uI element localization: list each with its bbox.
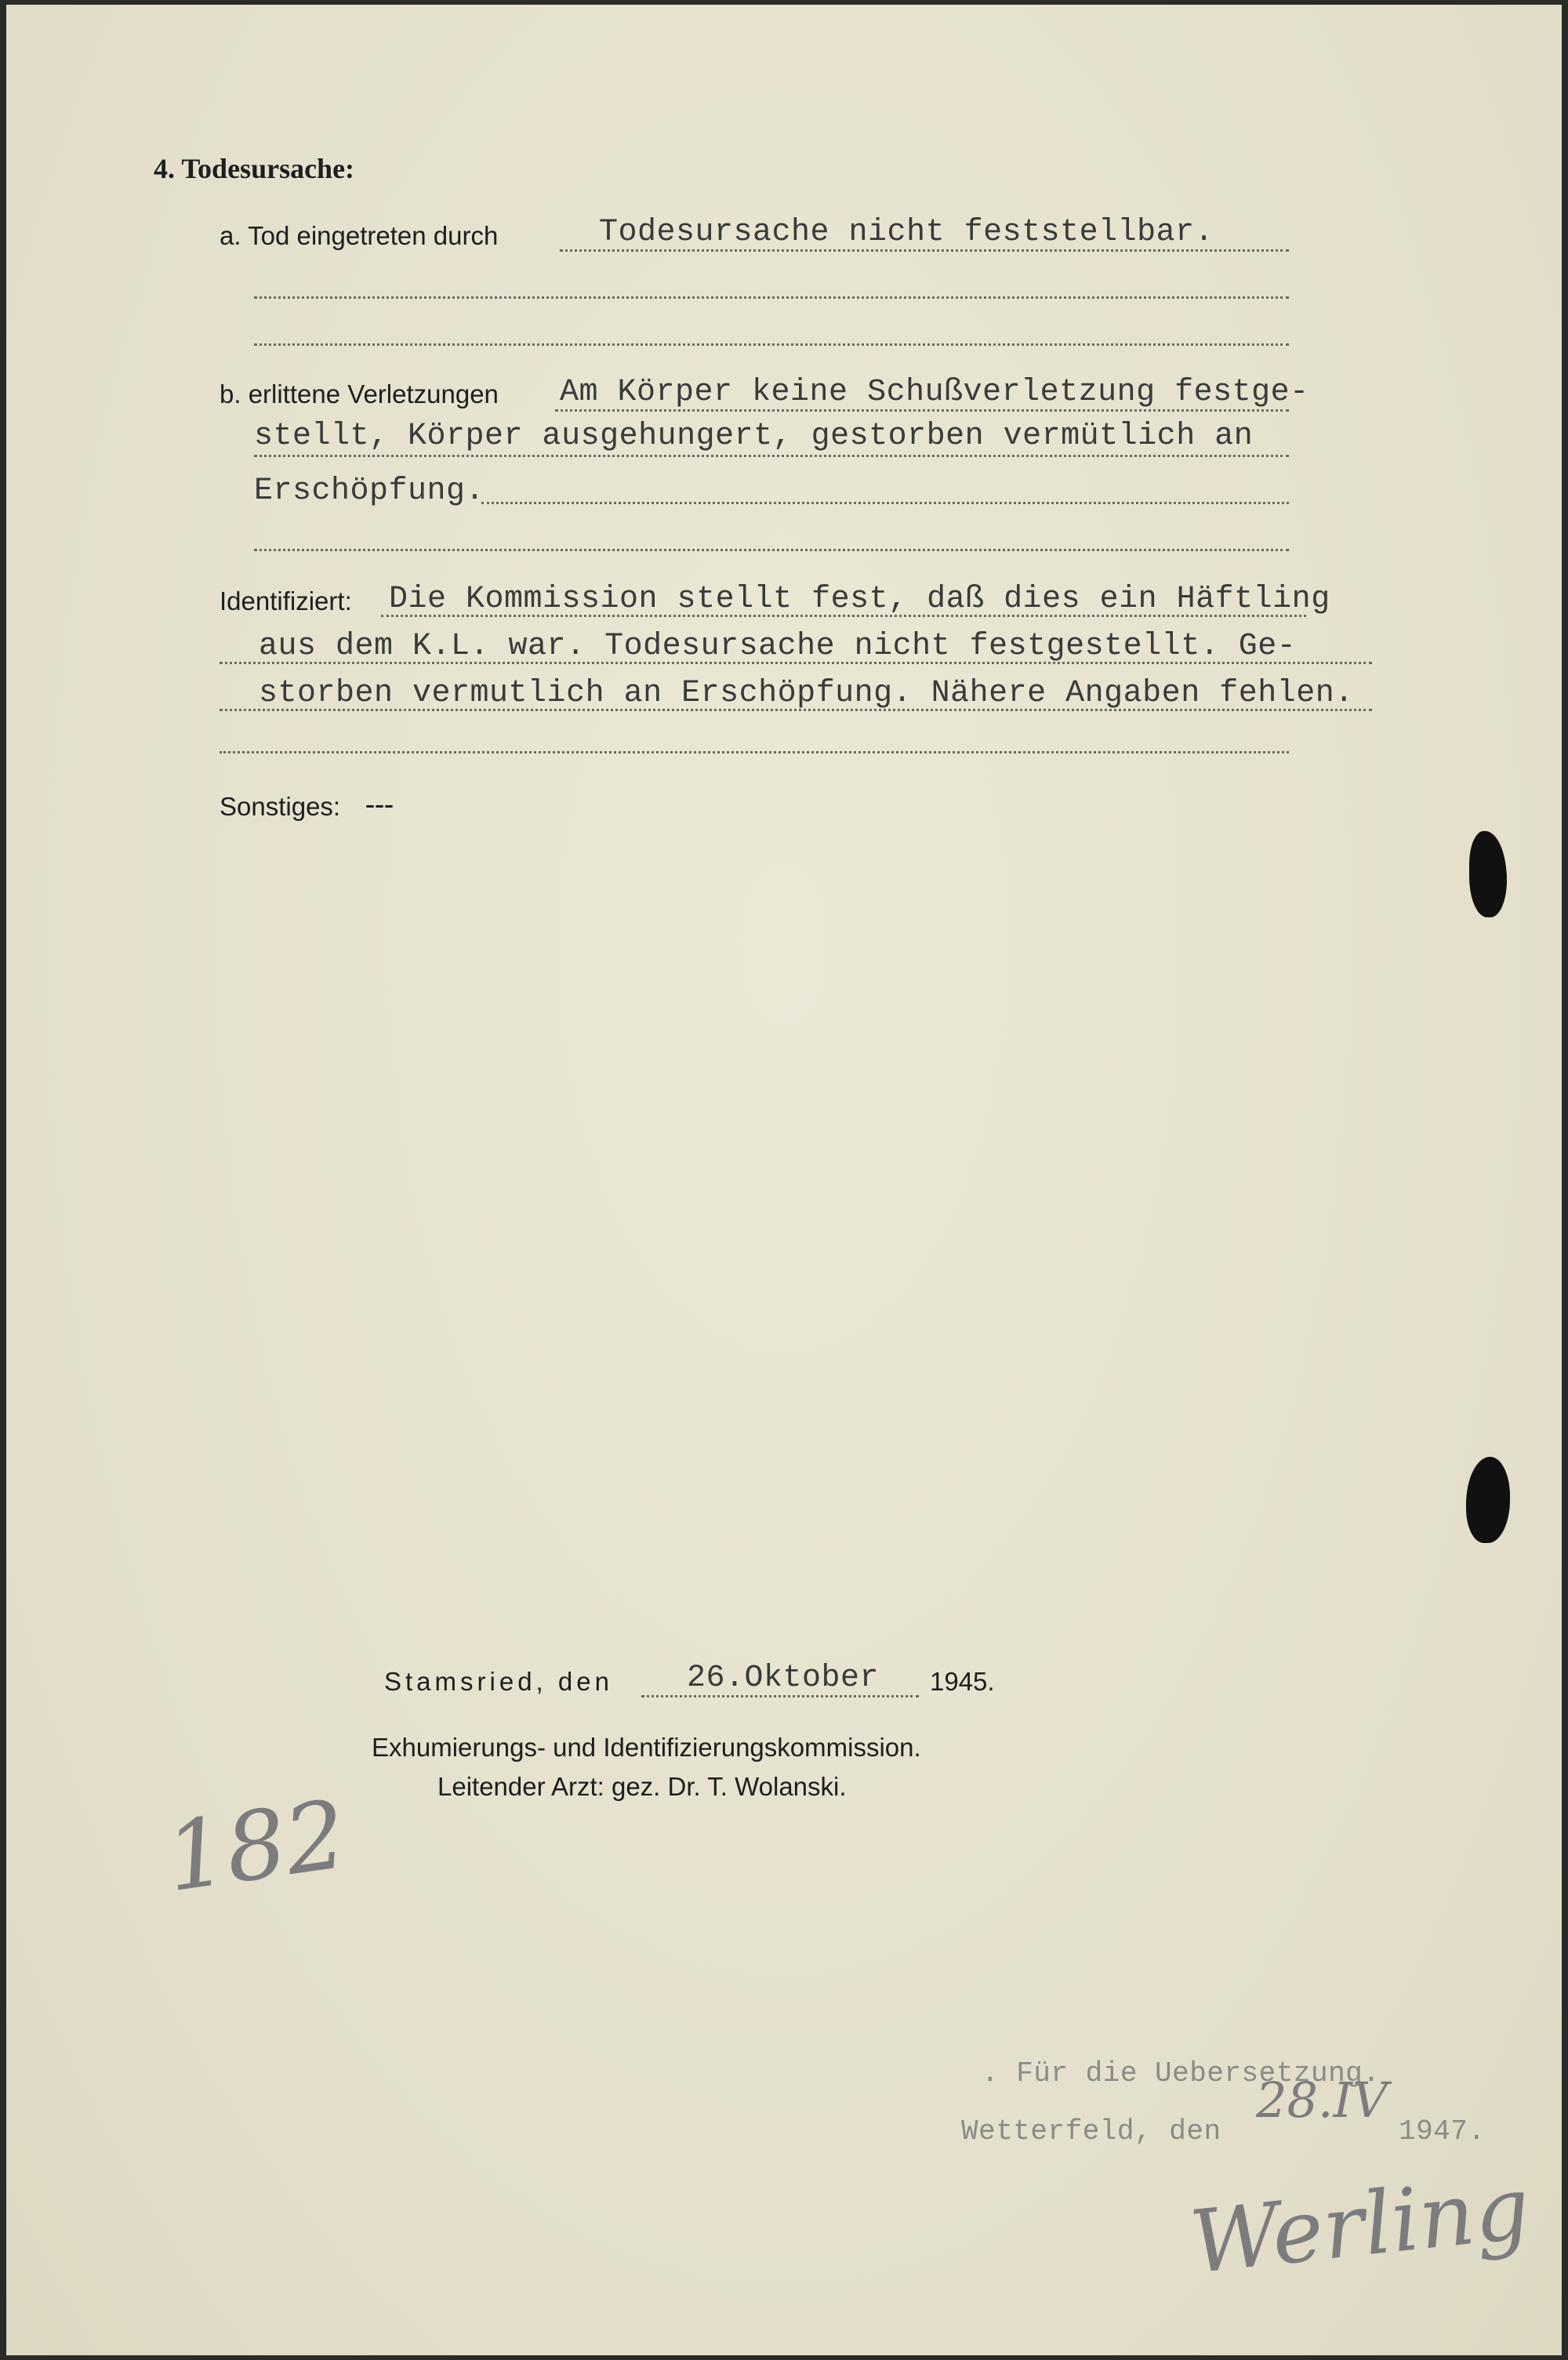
dotted-line	[641, 1695, 919, 1697]
translation-note-line-2: Wetterfeld, den	[961, 2115, 1221, 2148]
punch-hole	[1466, 1457, 1510, 1543]
injuries-line-1: Am Körper keine Schußverletzung festge-	[560, 375, 1309, 410]
identified-line-1: Die Kommission stellt fest, daß dies ein Häftling	[389, 582, 1330, 617]
dotted-line	[220, 751, 1289, 753]
identified-line-3: storben vermutlich an Erschöpfung. Nähere Angaben fehlen.	[259, 676, 1354, 711]
doctor-signature-line: Leitender Arzt: gez. Dr. T. Wolanski.	[437, 1772, 847, 1801]
year-label: 1945.	[930, 1667, 995, 1696]
dotted-line	[254, 455, 1289, 457]
dotted-line	[254, 343, 1289, 346]
signature-handwritten: Werling	[1185, 2157, 1534, 2293]
dotted-line	[254, 549, 1289, 551]
translation-note-line-1: . Für die Uebersetzung.	[982, 2057, 1381, 2090]
other-value: ---	[365, 788, 394, 819]
section-heading: 4. Todesursache:	[154, 153, 355, 184]
document-page	[6, 5, 1562, 2355]
cause-value: Todesursache nicht feststellbar.	[599, 215, 1214, 250]
identified-line-2: aus dem K.L. war. Todesursache nicht festgestellt. Ge-	[259, 629, 1297, 664]
dotted-line	[560, 249, 1289, 252]
margin-number-handwritten: 182	[159, 1780, 353, 1914]
dotted-line	[254, 296, 1289, 299]
dotted-line	[220, 709, 1372, 711]
translation-date-handwritten: 28.IV	[1256, 2071, 1388, 2129]
place-label: Stamsried, den	[384, 1667, 613, 1696]
injuries-line-3: Erschöpfung.	[254, 474, 485, 509]
commission-name: Exhumierungs- und Identifizierungskommission.	[372, 1733, 921, 1762]
translation-note-year: 1947.	[1399, 2115, 1486, 2148]
injuries-line-2: stellt, Körper ausgehungert, gestorben vermütlich an	[254, 419, 1254, 454]
injuries-label: b. erlittene Verletzungen	[220, 379, 499, 408]
other-label: Sonstiges:	[220, 792, 341, 821]
dotted-line	[220, 662, 1372, 664]
dotted-line	[381, 615, 1306, 617]
punch-hole	[1469, 831, 1507, 917]
cause-label: a. Tod eingetreten durch	[220, 221, 499, 250]
identified-label: Identifiziert:	[220, 586, 352, 615]
dotted-line	[481, 502, 1289, 504]
date-value: 26.Oktober	[687, 1661, 880, 1696]
dotted-line	[555, 409, 1289, 412]
